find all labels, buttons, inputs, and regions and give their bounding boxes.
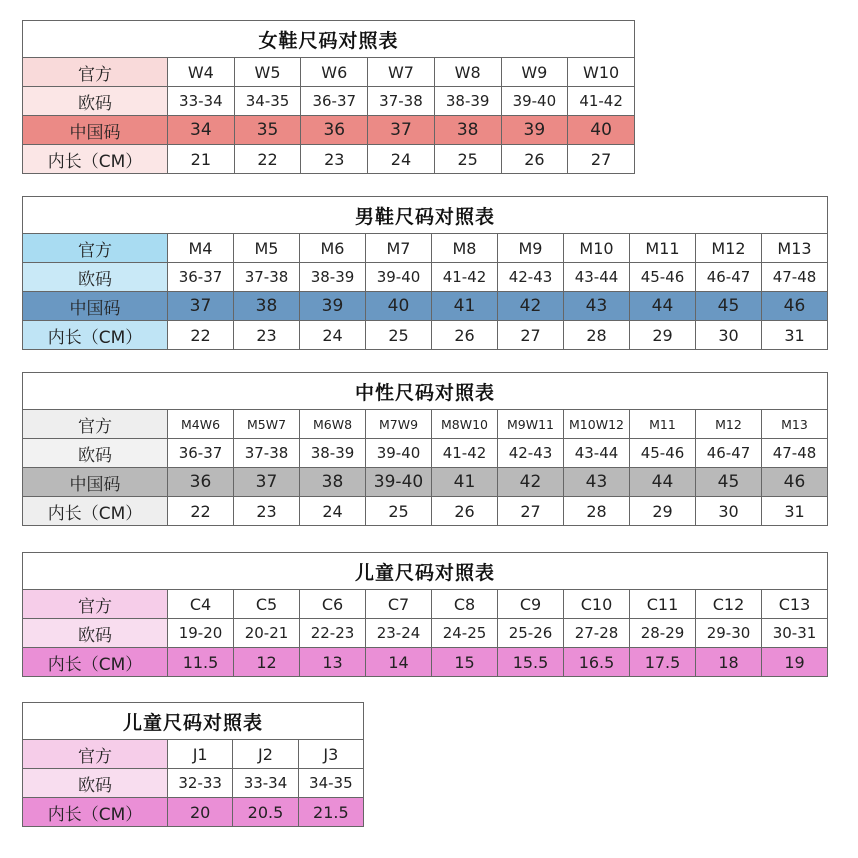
euro-cell: 47-48 [762, 439, 828, 468]
official-cell: M11 [630, 234, 696, 263]
official-cell: M4 [168, 234, 234, 263]
insole-cell: 23 [234, 497, 300, 526]
china-cell: 39 [501, 116, 568, 145]
insole-cell: 18 [696, 648, 762, 677]
insole-cell: 27 [568, 145, 635, 174]
women-table-title: 女鞋尺码对照表 [23, 21, 635, 58]
unisex-table-title: 中性尺码对照表 [23, 373, 828, 410]
china-cell: 37 [234, 468, 300, 497]
insole-cell: 29 [630, 497, 696, 526]
china-cell: 46 [762, 468, 828, 497]
insole-cell: 26 [432, 497, 498, 526]
euro-cell: 36-37 [168, 439, 234, 468]
insole-cell: 27 [498, 321, 564, 350]
euro-cell: 24-25 [432, 619, 498, 648]
insole-cell: 22 [234, 145, 301, 174]
insole-cell: 26 [501, 145, 568, 174]
official-cell: W10 [568, 58, 635, 87]
euro-cell: 39-40 [501, 87, 568, 116]
china-cell: 44 [630, 292, 696, 321]
china-cell: 37 [368, 116, 435, 145]
china-row [23, 468, 828, 497]
official-cell: M8 [432, 234, 498, 263]
official-cell: M10W12 [564, 410, 630, 439]
china-cell: 40 [568, 116, 635, 145]
official-cell: M7 [366, 234, 432, 263]
row-label-china: 中国码 [23, 292, 168, 321]
euro-cell: 30-31 [762, 619, 828, 648]
china-cell: 42 [498, 292, 564, 321]
euro-cell: 25-26 [498, 619, 564, 648]
insole-cell: 16.5 [564, 648, 630, 677]
euro-cell: 22-23 [300, 619, 366, 648]
insole-cell: 15.5 [498, 648, 564, 677]
euro-cell: 39-40 [366, 439, 432, 468]
official-cell: C12 [696, 590, 762, 619]
row-label-official: 官方 [23, 740, 168, 769]
insole-cell: 22 [168, 497, 234, 526]
insole-cell: 12 [234, 648, 300, 677]
insole-cell: 23 [234, 321, 300, 350]
official-cell: W9 [501, 58, 568, 87]
official-cell: C11 [630, 590, 696, 619]
row-label-insole: 内长（CM） [23, 497, 168, 526]
euro-cell: 27-28 [564, 619, 630, 648]
official-cell: C9 [498, 590, 564, 619]
euro-cell: 37-38 [234, 439, 300, 468]
official-cell: C10 [564, 590, 630, 619]
insole-cell: 11.5 [168, 648, 234, 677]
official-cell: W7 [368, 58, 435, 87]
official-cell: M8W10 [432, 410, 498, 439]
euro-cell: 47-48 [762, 263, 828, 292]
insole-cell: 13 [300, 648, 366, 677]
euro-cell: 28-29 [630, 619, 696, 648]
insole-cell: 24 [368, 145, 435, 174]
insole-cell: 31 [762, 321, 828, 350]
row-label-insole: 内长（CM） [23, 321, 168, 350]
unisex-size-table [22, 372, 828, 526]
china-cell: 43 [564, 292, 630, 321]
insole-cell: 29 [630, 321, 696, 350]
men-size-table [22, 196, 828, 350]
insole-row [23, 648, 828, 677]
euro-cell: 38-39 [434, 87, 501, 116]
official-cell: M6W8 [300, 410, 366, 439]
official-cell: W8 [434, 58, 501, 87]
official-cell: M6 [300, 234, 366, 263]
insole-cell: 31 [762, 497, 828, 526]
euro-cell: 43-44 [564, 439, 630, 468]
insole-cell: 14 [366, 648, 432, 677]
euro-row [23, 439, 828, 468]
euro-cell: 45-46 [630, 263, 696, 292]
official-cell: W5 [234, 58, 301, 87]
insole-cell: 23 [301, 145, 368, 174]
china-cell: 42 [498, 468, 564, 497]
kids-table-title: 儿童尺码对照表 [23, 553, 828, 590]
china-cell: 38 [300, 468, 366, 497]
row-label-china: 中国码 [23, 116, 168, 145]
china-cell: 41 [432, 468, 498, 497]
row-label-official: 官方 [23, 590, 168, 619]
euro-cell: 20-21 [234, 619, 300, 648]
euro-row [23, 619, 828, 648]
official-row [23, 410, 828, 439]
official-row [23, 58, 635, 87]
row-label-insole: 内长（CM） [23, 648, 168, 677]
euro-cell: 33-34 [168, 87, 235, 116]
insole-cell: 24 [300, 497, 366, 526]
china-cell: 44 [630, 468, 696, 497]
china-row [23, 116, 635, 145]
official-cell: M11 [630, 410, 696, 439]
insole-cell: 25 [434, 145, 501, 174]
row-label-insole: 内长（CM） [23, 145, 168, 174]
insole-cell: 22 [168, 321, 234, 350]
row-label-china: 中国码 [23, 468, 168, 497]
row-label-official: 官方 [23, 234, 168, 263]
official-cell: M7W9 [366, 410, 432, 439]
insole-cell: 30 [696, 321, 762, 350]
insole-cell: 15 [432, 648, 498, 677]
official-cell: C8 [432, 590, 498, 619]
china-cell: 39-40 [366, 468, 432, 497]
official-cell: J2 [233, 740, 298, 769]
official-cell: C13 [762, 590, 828, 619]
euro-cell: 39-40 [366, 263, 432, 292]
china-cell: 36 [301, 116, 368, 145]
euro-cell: 46-47 [696, 439, 762, 468]
insole-cell: 30 [696, 497, 762, 526]
euro-cell: 36-37 [301, 87, 368, 116]
official-cell: M12 [696, 234, 762, 263]
insole-row [23, 321, 828, 350]
euro-cell: 46-47 [696, 263, 762, 292]
row-label-euro: 欧码 [23, 619, 168, 648]
euro-cell: 23-24 [366, 619, 432, 648]
china-cell: 34 [168, 116, 235, 145]
official-cell: M12 [696, 410, 762, 439]
euro-row [23, 263, 828, 292]
official-cell: J3 [298, 740, 363, 769]
euro-cell: 43-44 [564, 263, 630, 292]
china-cell: 41 [432, 292, 498, 321]
insole-cell: 27 [498, 497, 564, 526]
insole-cell: 25 [366, 497, 432, 526]
official-cell: W4 [168, 58, 235, 87]
insole-cell: 20.5 [233, 798, 298, 827]
official-cell: J1 [168, 740, 233, 769]
euro-cell: 34-35 [298, 769, 363, 798]
euro-cell: 38-39 [300, 263, 366, 292]
men-table-title: 男鞋尺码对照表 [23, 197, 828, 234]
china-cell: 37 [168, 292, 234, 321]
china-cell: 43 [564, 468, 630, 497]
row-label-official: 官方 [23, 410, 168, 439]
youth-size-table [22, 702, 364, 827]
official-cell: M9W11 [498, 410, 564, 439]
row-label-official: 官方 [23, 58, 168, 87]
euro-row [23, 769, 364, 798]
official-cell: C6 [300, 590, 366, 619]
china-row [23, 292, 828, 321]
insole-cell: 21.5 [298, 798, 363, 827]
official-row [23, 234, 828, 263]
official-cell: M4W6 [168, 410, 234, 439]
euro-cell: 34-35 [234, 87, 301, 116]
china-cell: 45 [696, 292, 762, 321]
official-cell: M5W7 [234, 410, 300, 439]
china-cell: 36 [168, 468, 234, 497]
insole-cell: 28 [564, 497, 630, 526]
official-cell: M10 [564, 234, 630, 263]
insole-row [23, 145, 635, 174]
official-row [23, 740, 364, 769]
row-label-euro: 欧码 [23, 263, 168, 292]
euro-cell: 29-30 [696, 619, 762, 648]
row-label-insole: 内长（CM） [23, 798, 168, 827]
euro-cell: 37-38 [234, 263, 300, 292]
euro-cell: 32-33 [168, 769, 233, 798]
insole-cell: 25 [366, 321, 432, 350]
row-label-euro: 欧码 [23, 87, 168, 116]
official-cell: C7 [366, 590, 432, 619]
insole-row [23, 497, 828, 526]
official-cell: M13 [762, 410, 828, 439]
row-label-euro: 欧码 [23, 439, 168, 468]
official-cell: M13 [762, 234, 828, 263]
official-cell: C5 [234, 590, 300, 619]
euro-row [23, 87, 635, 116]
insole-cell: 20 [168, 798, 233, 827]
euro-cell: 38-39 [300, 439, 366, 468]
euro-cell: 42-43 [498, 263, 564, 292]
china-cell: 38 [234, 292, 300, 321]
women-size-table [22, 20, 635, 174]
china-cell: 40 [366, 292, 432, 321]
euro-cell: 42-43 [498, 439, 564, 468]
official-cell: M5 [234, 234, 300, 263]
euro-cell: 41-42 [432, 263, 498, 292]
euro-cell: 37-38 [368, 87, 435, 116]
insole-cell: 24 [300, 321, 366, 350]
row-label-euro: 欧码 [23, 769, 168, 798]
insole-row [23, 798, 364, 827]
insole-cell: 28 [564, 321, 630, 350]
euro-cell: 33-34 [233, 769, 298, 798]
insole-cell: 21 [168, 145, 235, 174]
euro-cell: 45-46 [630, 439, 696, 468]
euro-cell: 41-42 [568, 87, 635, 116]
china-cell: 38 [434, 116, 501, 145]
china-cell: 39 [300, 292, 366, 321]
euro-cell: 41-42 [432, 439, 498, 468]
euro-cell: 19-20 [168, 619, 234, 648]
official-cell: M9 [498, 234, 564, 263]
insole-cell: 19 [762, 648, 828, 677]
china-cell: 45 [696, 468, 762, 497]
insole-cell: 17.5 [630, 648, 696, 677]
insole-cell: 26 [432, 321, 498, 350]
kids-size-table [22, 552, 828, 677]
official-cell: W6 [301, 58, 368, 87]
youth-table-title: 儿童尺码对照表 [23, 703, 364, 740]
official-row [23, 590, 828, 619]
china-cell: 46 [762, 292, 828, 321]
china-cell: 35 [234, 116, 301, 145]
official-cell: C4 [168, 590, 234, 619]
euro-cell: 36-37 [168, 263, 234, 292]
